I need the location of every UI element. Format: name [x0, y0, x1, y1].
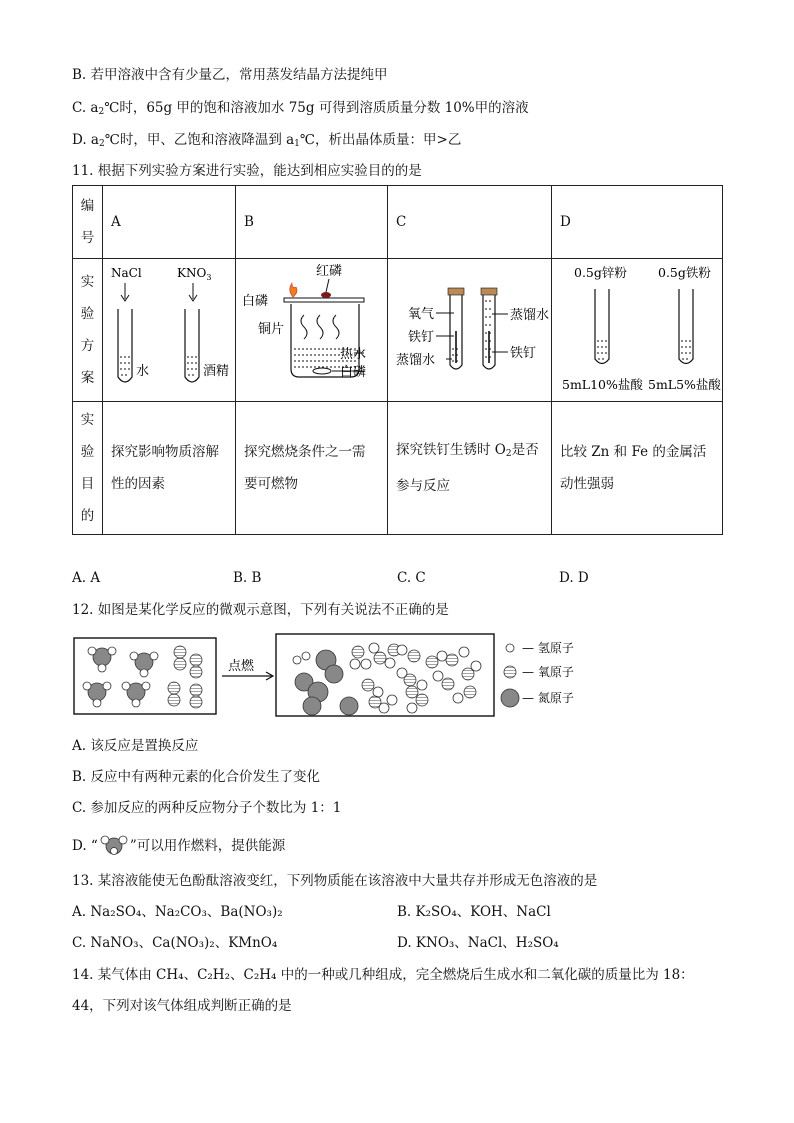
- copper-sheet: [284, 298, 364, 302]
- q10-option-b: B. 若甲溶液中含有少量乙，常用蒸发结晶方法提纯甲: [72, 67, 388, 83]
- label-water: 水: [136, 364, 150, 379]
- q14-line-2: 44，下列对该气体组成判断正确的是: [72, 998, 292, 1014]
- label-oxygen: 氧气: [408, 307, 435, 322]
- goal-c: 探究铁钉生锈时 $O_2$是否 参与反应: [388, 402, 552, 535]
- label-alcohol: 酒精: [203, 364, 230, 379]
- q10-option-c: C. $a_2℃$时，65g 甲的饱和溶液加水 75g 可得到溶质质量分数 10%甲的溶液: [72, 100, 529, 117]
- label-nacl: NaCl: [111, 266, 142, 280]
- label-zinc-powder: 0.5g锌粉: [574, 265, 627, 280]
- q13-stem: 13. 某溶液能使无色酚酞溶液变红，下列物质能在该溶液中大量共存并形成无色溶液的是: [72, 873, 598, 889]
- oxygen-atom-icon: [504, 666, 516, 678]
- scheme-c-diagram: [388, 259, 552, 402]
- scheme-a-diagram: [103, 259, 236, 402]
- test-tube-zinc: [595, 289, 609, 364]
- q11-option-c[interactable]: C. C: [397, 570, 426, 586]
- ignite-label: 点燃: [228, 659, 255, 674]
- q12-option-b: B. 反应中有两种元素的化合价发生了变化: [72, 769, 321, 785]
- test-tube-water: [118, 309, 132, 382]
- legend-hydrogen: — 氢原子: [522, 641, 574, 655]
- nitrogen-atom-icon: [501, 689, 519, 707]
- legend-nitrogen: — 氮原子: [522, 691, 574, 705]
- q12-option-a: A. 该反应是置换反应: [72, 738, 199, 754]
- goal-d: 比较 Zn 和 Fe 的金属活 动性强弱: [552, 402, 723, 535]
- q11-option-d[interactable]: D. D: [559, 570, 589, 586]
- q12-stem: 12. 如图是某化学反应的微观示意图，下列有关说法不正确的是: [72, 602, 449, 618]
- test-tube-alcohol: [185, 309, 199, 382]
- legend-oxygen: — 氧原子: [522, 665, 574, 679]
- label-red-phosphorus: 红磷: [316, 264, 343, 279]
- label-kno3: $KNO_3$: [177, 266, 212, 282]
- row-label-goal: 实 验 目 的: [73, 402, 103, 535]
- reaction-diagram: [72, 630, 574, 722]
- label-acid-5: 5mL5%盐酸: [648, 377, 721, 392]
- goal-a: 探究影响物质溶解 性的因素: [103, 402, 236, 535]
- label-iron-nail-2: 铁钉: [510, 346, 537, 361]
- q11-option-a[interactable]: A. A: [72, 570, 101, 586]
- label-distilled-water-1: 蒸馏水: [396, 353, 436, 368]
- label-distilled-water-2: 蒸馏水: [510, 308, 550, 323]
- row-label-scheme: 实 验 方 案: [73, 259, 103, 402]
- q13-option-d: D. KNO₃、NaCl、H₂SO₄: [397, 935, 559, 951]
- q12-option-d: D. “ ”可以用作燃料，提供能源: [72, 835, 285, 855]
- q13-option-a: A. Na₂SO₄、Na₂CO₃、Ba(NO₃)₂: [72, 904, 283, 920]
- col-c-header: C: [388, 186, 552, 259]
- label-white-phosphorus-2: 白磷: [340, 365, 367, 380]
- label-iron-nail-1: 铁钉: [408, 330, 435, 345]
- q13-option-c: C. NaNO₃、Ca(NO₃)₂、KMnO₄: [72, 935, 278, 951]
- scheme-d-diagram: [552, 259, 723, 402]
- row-label-number: 编 号: [73, 186, 103, 259]
- q11-stem: 11. 根据下列实验方案进行实验，能达到相应实验目的的是: [72, 163, 422, 179]
- experiment-table: [72, 185, 723, 535]
- q11-option-b[interactable]: B. B: [233, 570, 262, 586]
- col-b-header: B: [236, 186, 388, 259]
- col-d-header: D: [552, 186, 723, 259]
- label-white-phosphorus: 白磷: [242, 294, 269, 309]
- hydrogen-atom-icon: [506, 644, 514, 652]
- label-iron-powder: 0.5g铁粉: [658, 265, 711, 280]
- goal-b: 探究燃烧条件之一需 要可燃物: [236, 402, 388, 535]
- red-phosphorus-dot: [321, 292, 331, 298]
- flame-icon: [290, 283, 297, 297]
- scheme-b-diagram: [236, 259, 388, 402]
- col-a-header: A: [103, 186, 236, 259]
- label-hot-water: 热水: [340, 347, 367, 362]
- q13-option-b: B. K₂SO₄、KOH、NaCl: [397, 904, 551, 920]
- nh3-molecule-icon: [98, 835, 130, 855]
- q14-line-1: 14. 某气体由 CH₄、C₂H₂、C₂H₄ 中的一种或几种组成，完全燃烧后生成水和二氧化碳的质量比为 18：: [72, 967, 694, 983]
- q10-option-d: D. $a_2℃$时，甲、乙饱和溶液降温到 $a_1℃$，析出晶体质量：甲>乙: [72, 132, 462, 149]
- label-copper-sheet: 铜片: [258, 322, 285, 337]
- q12-option-c: C. 参加反应的两种反应物分子个数比为 1：1: [72, 800, 342, 816]
- label-acid-10: 5mL10%盐酸: [562, 377, 643, 392]
- test-tube-iron: [679, 289, 693, 364]
